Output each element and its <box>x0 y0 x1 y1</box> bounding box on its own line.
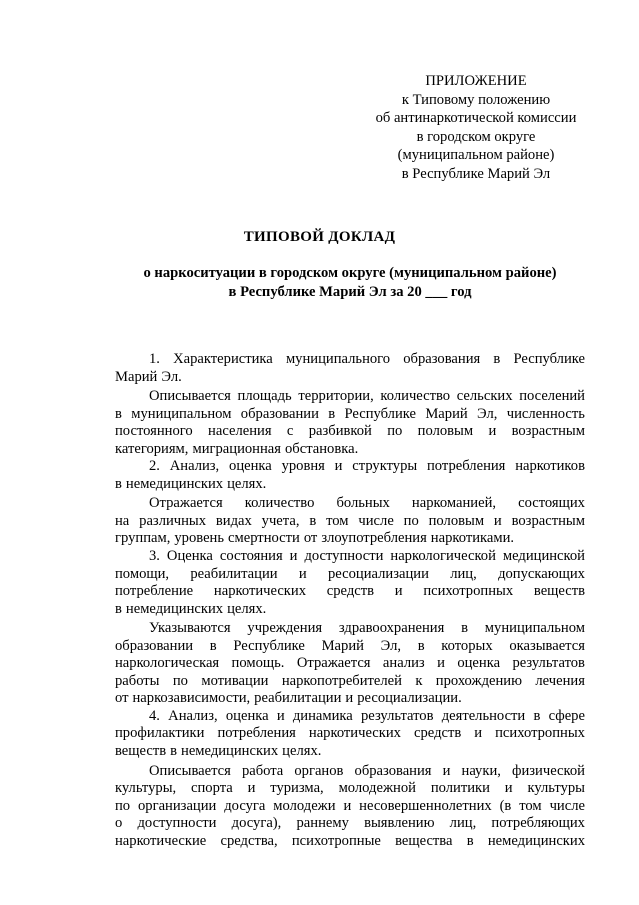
word: наркотических <box>308 725 401 742</box>
word: муниципальном <box>484 620 585 637</box>
word: в <box>115 600 122 617</box>
word: Марий <box>425 405 468 422</box>
word: муниципальном <box>131 405 232 422</box>
text-line <box>115 601 585 619</box>
text-line <box>115 495 585 513</box>
word: Республике <box>233 637 305 654</box>
word: в <box>115 405 122 422</box>
word: доступности <box>304 548 384 565</box>
word: средств <box>414 725 462 742</box>
word: в <box>493 351 501 367</box>
appendix-line: об антинаркотической комиссии <box>375 110 577 126</box>
word: и <box>247 780 256 797</box>
word: больных <box>336 495 390 512</box>
paragraph-5 <box>115 548 585 618</box>
word: медицинской <box>502 548 585 565</box>
word: и <box>334 458 343 475</box>
word: 4. <box>149 707 160 724</box>
word: постоянного <box>115 423 193 440</box>
word: ресоциализации <box>328 565 429 582</box>
word: разбивкой <box>308 423 372 440</box>
paragraph-3 <box>115 458 585 493</box>
word: молодежи <box>273 797 336 814</box>
word: наркологической <box>390 548 496 565</box>
text-line <box>115 743 585 761</box>
word: результатов <box>361 707 434 724</box>
appendix-line: в городском округе <box>416 128 536 145</box>
text-line <box>115 583 585 601</box>
word: по <box>403 512 419 529</box>
text-line <box>115 530 585 548</box>
text-line <box>115 388 585 406</box>
word: и <box>493 512 502 529</box>
text-line <box>115 690 585 708</box>
word: потребляющих <box>491 815 585 832</box>
word: оказывается <box>509 637 585 654</box>
word: психотропных <box>495 725 585 742</box>
word: органов <box>294 762 344 779</box>
word: Анализ, <box>169 458 220 475</box>
word: выявлению <box>364 815 435 832</box>
word: культуры <box>527 780 585 797</box>
word: немедицинских <box>125 475 224 492</box>
subtitle-line: о наркоситуации в городском округе (муниципальном районе) <box>143 265 557 281</box>
word: структуры <box>352 458 418 475</box>
word: которых <box>441 637 493 654</box>
word: прохождению <box>435 672 523 689</box>
word: работы <box>115 672 160 689</box>
word: (в <box>499 797 512 814</box>
paragraph-2 <box>115 388 585 458</box>
word: динамика <box>292 707 353 724</box>
word: оценка <box>225 707 269 724</box>
word: доступности <box>137 815 217 832</box>
word: количество <box>380 388 451 405</box>
word: раннему <box>296 815 349 832</box>
word: средства, <box>220 832 278 849</box>
word: целях. <box>282 743 322 760</box>
word: возрастным <box>511 423 585 440</box>
word: к <box>415 672 423 689</box>
document-subtitle <box>120 264 580 302</box>
word: реабилитации <box>254 690 342 707</box>
word: лечения <box>535 672 585 689</box>
word: Республике <box>344 405 416 422</box>
word: средств <box>326 583 374 600</box>
word: уровня <box>281 458 325 475</box>
paragraph-7 <box>115 708 585 761</box>
word: от <box>303 530 318 547</box>
word: наркопотребителей <box>281 672 402 689</box>
text-line <box>115 620 585 638</box>
text-line <box>115 655 585 673</box>
word: веществ <box>533 583 585 600</box>
word: группам, <box>115 530 171 547</box>
word: здравоохранения <box>338 620 445 637</box>
word: обстановка. <box>285 440 359 457</box>
word: потребления <box>427 458 506 475</box>
word: в <box>309 512 317 529</box>
word: молодежной <box>338 780 416 797</box>
word: наркоманией, <box>411 495 497 512</box>
word: целях. <box>227 600 267 617</box>
word: в <box>209 637 217 654</box>
text-line <box>115 833 585 851</box>
word: образовании <box>240 405 319 422</box>
word: туризма, <box>270 780 324 797</box>
word: досуга <box>224 797 266 814</box>
word: Эл, <box>380 637 401 654</box>
word: Анализ, <box>168 707 218 724</box>
word: культуры, <box>115 780 177 797</box>
paragraph-8 <box>115 763 585 851</box>
word: в <box>115 475 122 492</box>
word: образовании <box>115 637 194 654</box>
word: сфере <box>548 707 585 724</box>
word: работа <box>241 762 284 779</box>
word: том <box>326 512 349 529</box>
appendix-header <box>360 72 592 183</box>
word: 1. <box>149 351 160 367</box>
word: Описывается <box>149 762 231 779</box>
word: числе <box>358 512 394 529</box>
paragraph-1 <box>115 351 585 386</box>
word: в <box>461 620 469 637</box>
word: наркологическая <box>115 655 220 672</box>
word: образования <box>354 762 432 779</box>
word: и <box>394 583 403 600</box>
word: несовершеннолетних <box>359 797 492 814</box>
word: злоупотребления <box>321 530 427 547</box>
word: сельских <box>456 388 513 405</box>
word: оценка <box>229 458 272 475</box>
word: и <box>276 707 285 724</box>
text-line <box>115 638 585 656</box>
word: площадь <box>237 388 292 405</box>
word: и <box>298 565 307 582</box>
word: немедицинских <box>181 743 279 760</box>
word: по <box>172 672 188 689</box>
word: различных <box>139 512 207 529</box>
word: и <box>488 423 497 440</box>
word: помощи, <box>115 565 170 582</box>
word: реабилитации <box>190 565 278 582</box>
word: том <box>519 797 542 814</box>
word: науки, <box>461 762 501 779</box>
word: Марий <box>115 368 158 385</box>
appendix-line: ПРИЛОЖЕНИЕ <box>425 73 527 89</box>
word: 2. <box>149 458 160 475</box>
word: результатов <box>512 655 585 672</box>
paragraph-4 <box>115 495 585 548</box>
word: половым <box>428 512 485 529</box>
word: с <box>286 423 294 440</box>
word: и <box>343 797 352 814</box>
word: Республике <box>513 351 585 367</box>
text-line <box>115 780 585 798</box>
text-line <box>115 725 585 743</box>
text-line <box>115 548 585 566</box>
word: видах <box>215 512 252 529</box>
document-body <box>115 351 585 850</box>
word: о <box>115 815 123 832</box>
word: потребление <box>115 583 194 600</box>
paragraph-6 <box>115 620 585 708</box>
word: состояния <box>219 548 283 565</box>
word: территории, <box>298 388 374 405</box>
word: Описывается <box>149 388 231 405</box>
word: наркотических <box>213 583 307 600</box>
word: в <box>466 832 474 849</box>
word: возрастным <box>511 512 585 529</box>
word: по <box>115 797 131 814</box>
text-line <box>115 513 585 531</box>
text-line <box>115 673 585 691</box>
text-line <box>115 441 585 459</box>
text-line <box>115 708 585 726</box>
text-line <box>115 406 585 424</box>
appendix-line: в Республике Марий Эл <box>401 165 551 182</box>
word: потребления <box>217 725 296 742</box>
word: физической <box>512 762 585 779</box>
document-title: ТИПОВОЙ ДОКЛАД <box>243 229 396 245</box>
subtitle-line: в Республике Марий Эл за 20 ___ год <box>228 284 472 300</box>
word: анализ <box>382 655 425 672</box>
text-line <box>115 351 585 369</box>
word: Эл, <box>477 405 498 422</box>
word: спорта <box>191 780 233 797</box>
text-line <box>115 566 585 584</box>
word: и <box>437 655 445 672</box>
word: на <box>115 512 130 529</box>
text-line <box>115 476 585 494</box>
word: и <box>289 548 298 565</box>
word: и <box>504 780 513 797</box>
word: организации <box>138 797 217 814</box>
word: психотропных <box>423 583 514 600</box>
word: лиц, <box>449 815 477 832</box>
word: 3. <box>149 548 160 565</box>
text-line <box>115 423 585 441</box>
text-line <box>115 763 585 781</box>
word: немедицинских <box>125 600 224 617</box>
appendix-line: (муниципальном районе) <box>397 147 555 163</box>
word: учета, <box>261 512 300 529</box>
word: оценка <box>457 655 501 672</box>
word: Оценка <box>166 548 213 565</box>
text-line <box>115 369 585 387</box>
word: уровень <box>174 530 225 547</box>
word: состоящих <box>518 495 585 512</box>
word: профилактики <box>115 725 205 742</box>
text-line <box>115 815 585 833</box>
word: количество <box>244 495 315 512</box>
word: населения <box>208 423 272 440</box>
word: допускающих <box>498 565 585 582</box>
word: в <box>417 637 425 654</box>
word: вещества <box>395 832 453 849</box>
word: целях. <box>227 475 267 492</box>
appendix-line: к Типовому положению <box>401 91 551 108</box>
word: Отражается <box>149 495 223 512</box>
word: досуга), <box>231 815 282 832</box>
word: и <box>345 690 354 707</box>
word: наркотиками. <box>430 530 515 547</box>
word: деятельности <box>441 707 526 724</box>
word: численность <box>506 405 585 422</box>
word: половым <box>417 423 474 440</box>
word: числе <box>549 797 585 814</box>
word: в <box>533 707 541 724</box>
word: миграционная <box>192 440 281 457</box>
word: наркозависимости, <box>132 690 251 707</box>
word: наркотические <box>115 832 207 849</box>
word: и <box>474 725 483 742</box>
word: поселений <box>519 388 585 405</box>
word: в <box>170 743 178 760</box>
word: в <box>328 405 336 422</box>
word: по <box>387 423 403 440</box>
word: Марий <box>321 637 364 654</box>
text-line <box>115 458 585 476</box>
word: смертности <box>228 530 300 547</box>
word: учреждения <box>247 620 323 637</box>
word: Характеристика <box>173 351 273 367</box>
word: муниципального <box>285 351 391 367</box>
word: образования <box>403 351 481 367</box>
word: политики <box>430 780 490 797</box>
word: психотропные <box>291 832 381 849</box>
word: помощь. <box>231 655 285 672</box>
word: Отражается <box>296 655 371 672</box>
word: мотивации <box>201 672 269 689</box>
word: ресоциализации. <box>357 690 462 707</box>
word: наркотиков <box>515 458 585 475</box>
word: веществ <box>115 743 167 760</box>
word: Указываются <box>149 620 231 637</box>
word: Эл. <box>161 368 182 385</box>
text-line <box>115 798 585 816</box>
word: немедицинских <box>487 832 585 849</box>
word: и <box>442 762 451 779</box>
word: категориям, <box>115 440 189 457</box>
word: лиц, <box>450 565 477 582</box>
word: от <box>115 690 129 707</box>
